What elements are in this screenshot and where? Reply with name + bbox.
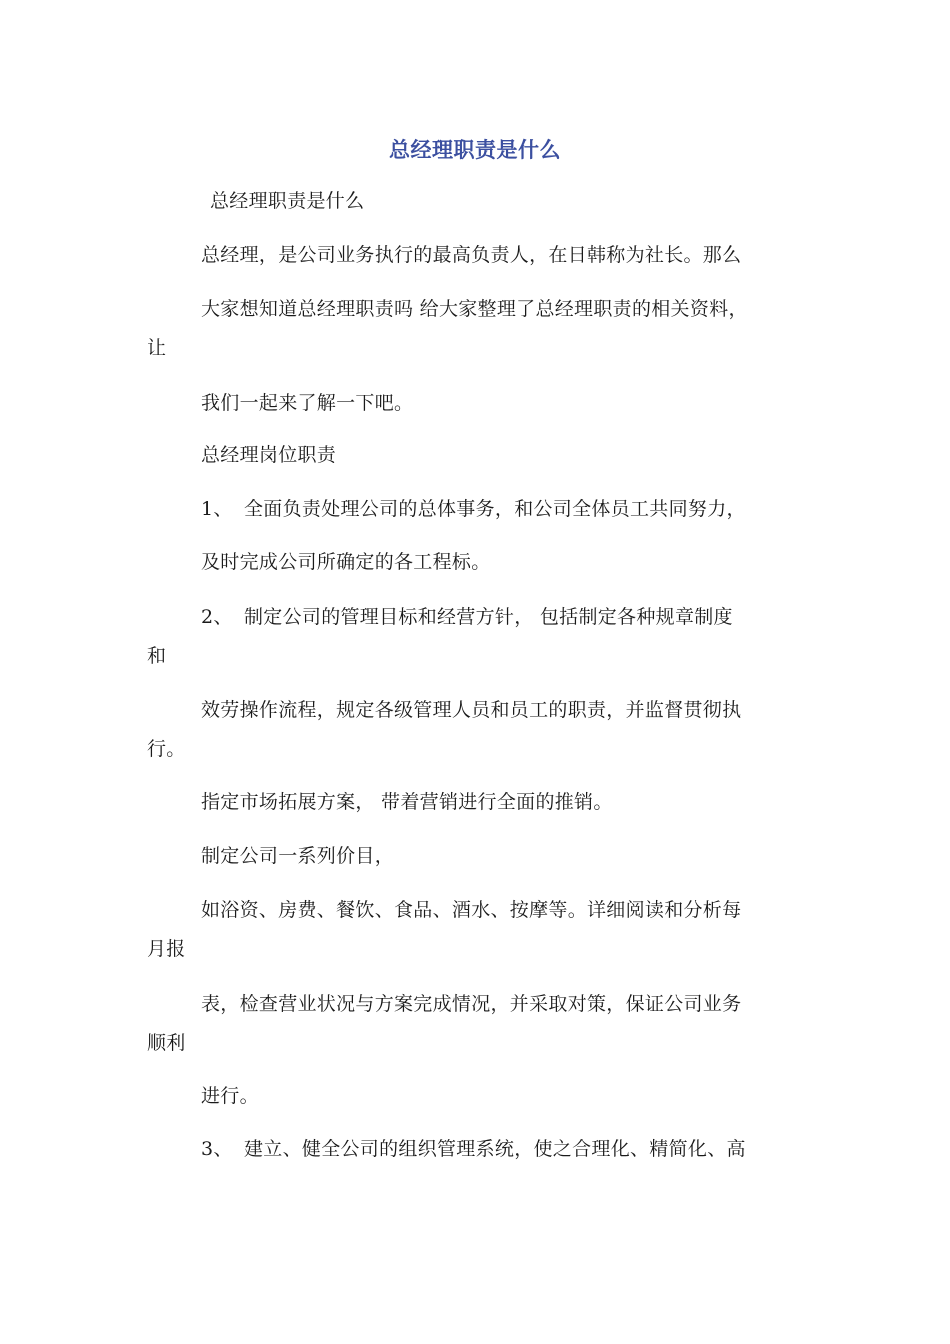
document-title: 总经理职责是什么 xyxy=(389,138,561,162)
list-item xyxy=(201,1137,746,1161)
paragraph-line: 总经理，是公司业务执行的最高负责人，在日韩称为社长。那么 xyxy=(201,244,742,266)
list-number: 2、 xyxy=(201,606,233,628)
list-item-text: 制定公司的管理目标和经营方针， 包括制定各种规章制度 xyxy=(244,606,733,628)
paragraph-line: 如浴资、房费、餐饮、食品、酒水、按摩等。详细阅读和分析每 xyxy=(201,899,742,921)
paragraph-line: 进行。 xyxy=(201,1085,259,1107)
paragraph-line: 制定公司一系列价目， xyxy=(201,845,395,867)
paragraph-line: 顺利 xyxy=(147,1032,186,1054)
paragraph-line: 和 xyxy=(147,645,167,667)
list-item-text: 全面负责处理公司的总体事务，和公司全体员工共同努力， xyxy=(244,498,746,520)
document-subtitle: 总经理职责是什么 xyxy=(210,190,365,212)
list-item xyxy=(201,605,733,629)
paragraph-line: 及时完成公司所确定的各工程标。 xyxy=(201,551,491,573)
list-item-text: 建立、健全公司的组织管理系统，使之合理化、精简化、高 xyxy=(244,1138,746,1160)
paragraph-line: 表，检查营业状况与方案完成情况，并采取对策，保证公司业务 xyxy=(201,993,742,1015)
paragraph-line: 月报 xyxy=(147,938,186,960)
list-number: 1、 xyxy=(201,498,233,520)
paragraph-line: 效劳操作流程，规定各级管理人员和员工的职责，并监督贯彻执 xyxy=(201,699,742,721)
list-item xyxy=(201,497,746,521)
paragraph-line: 大家想知道总经理职责吗 给大家整理了总经理职责的相关资料， xyxy=(201,298,748,320)
section-heading: 总经理岗位职责 xyxy=(201,444,337,466)
paragraph-line: 让 xyxy=(147,337,167,359)
list-number: 3、 xyxy=(201,1138,233,1160)
paragraph-line: 指定市场拓展方案， 带着营销进行全面的推销。 xyxy=(201,791,613,813)
paragraph-line: 行。 xyxy=(147,738,186,760)
paragraph-line: 我们一起来了解一下吧。 xyxy=(201,392,414,414)
